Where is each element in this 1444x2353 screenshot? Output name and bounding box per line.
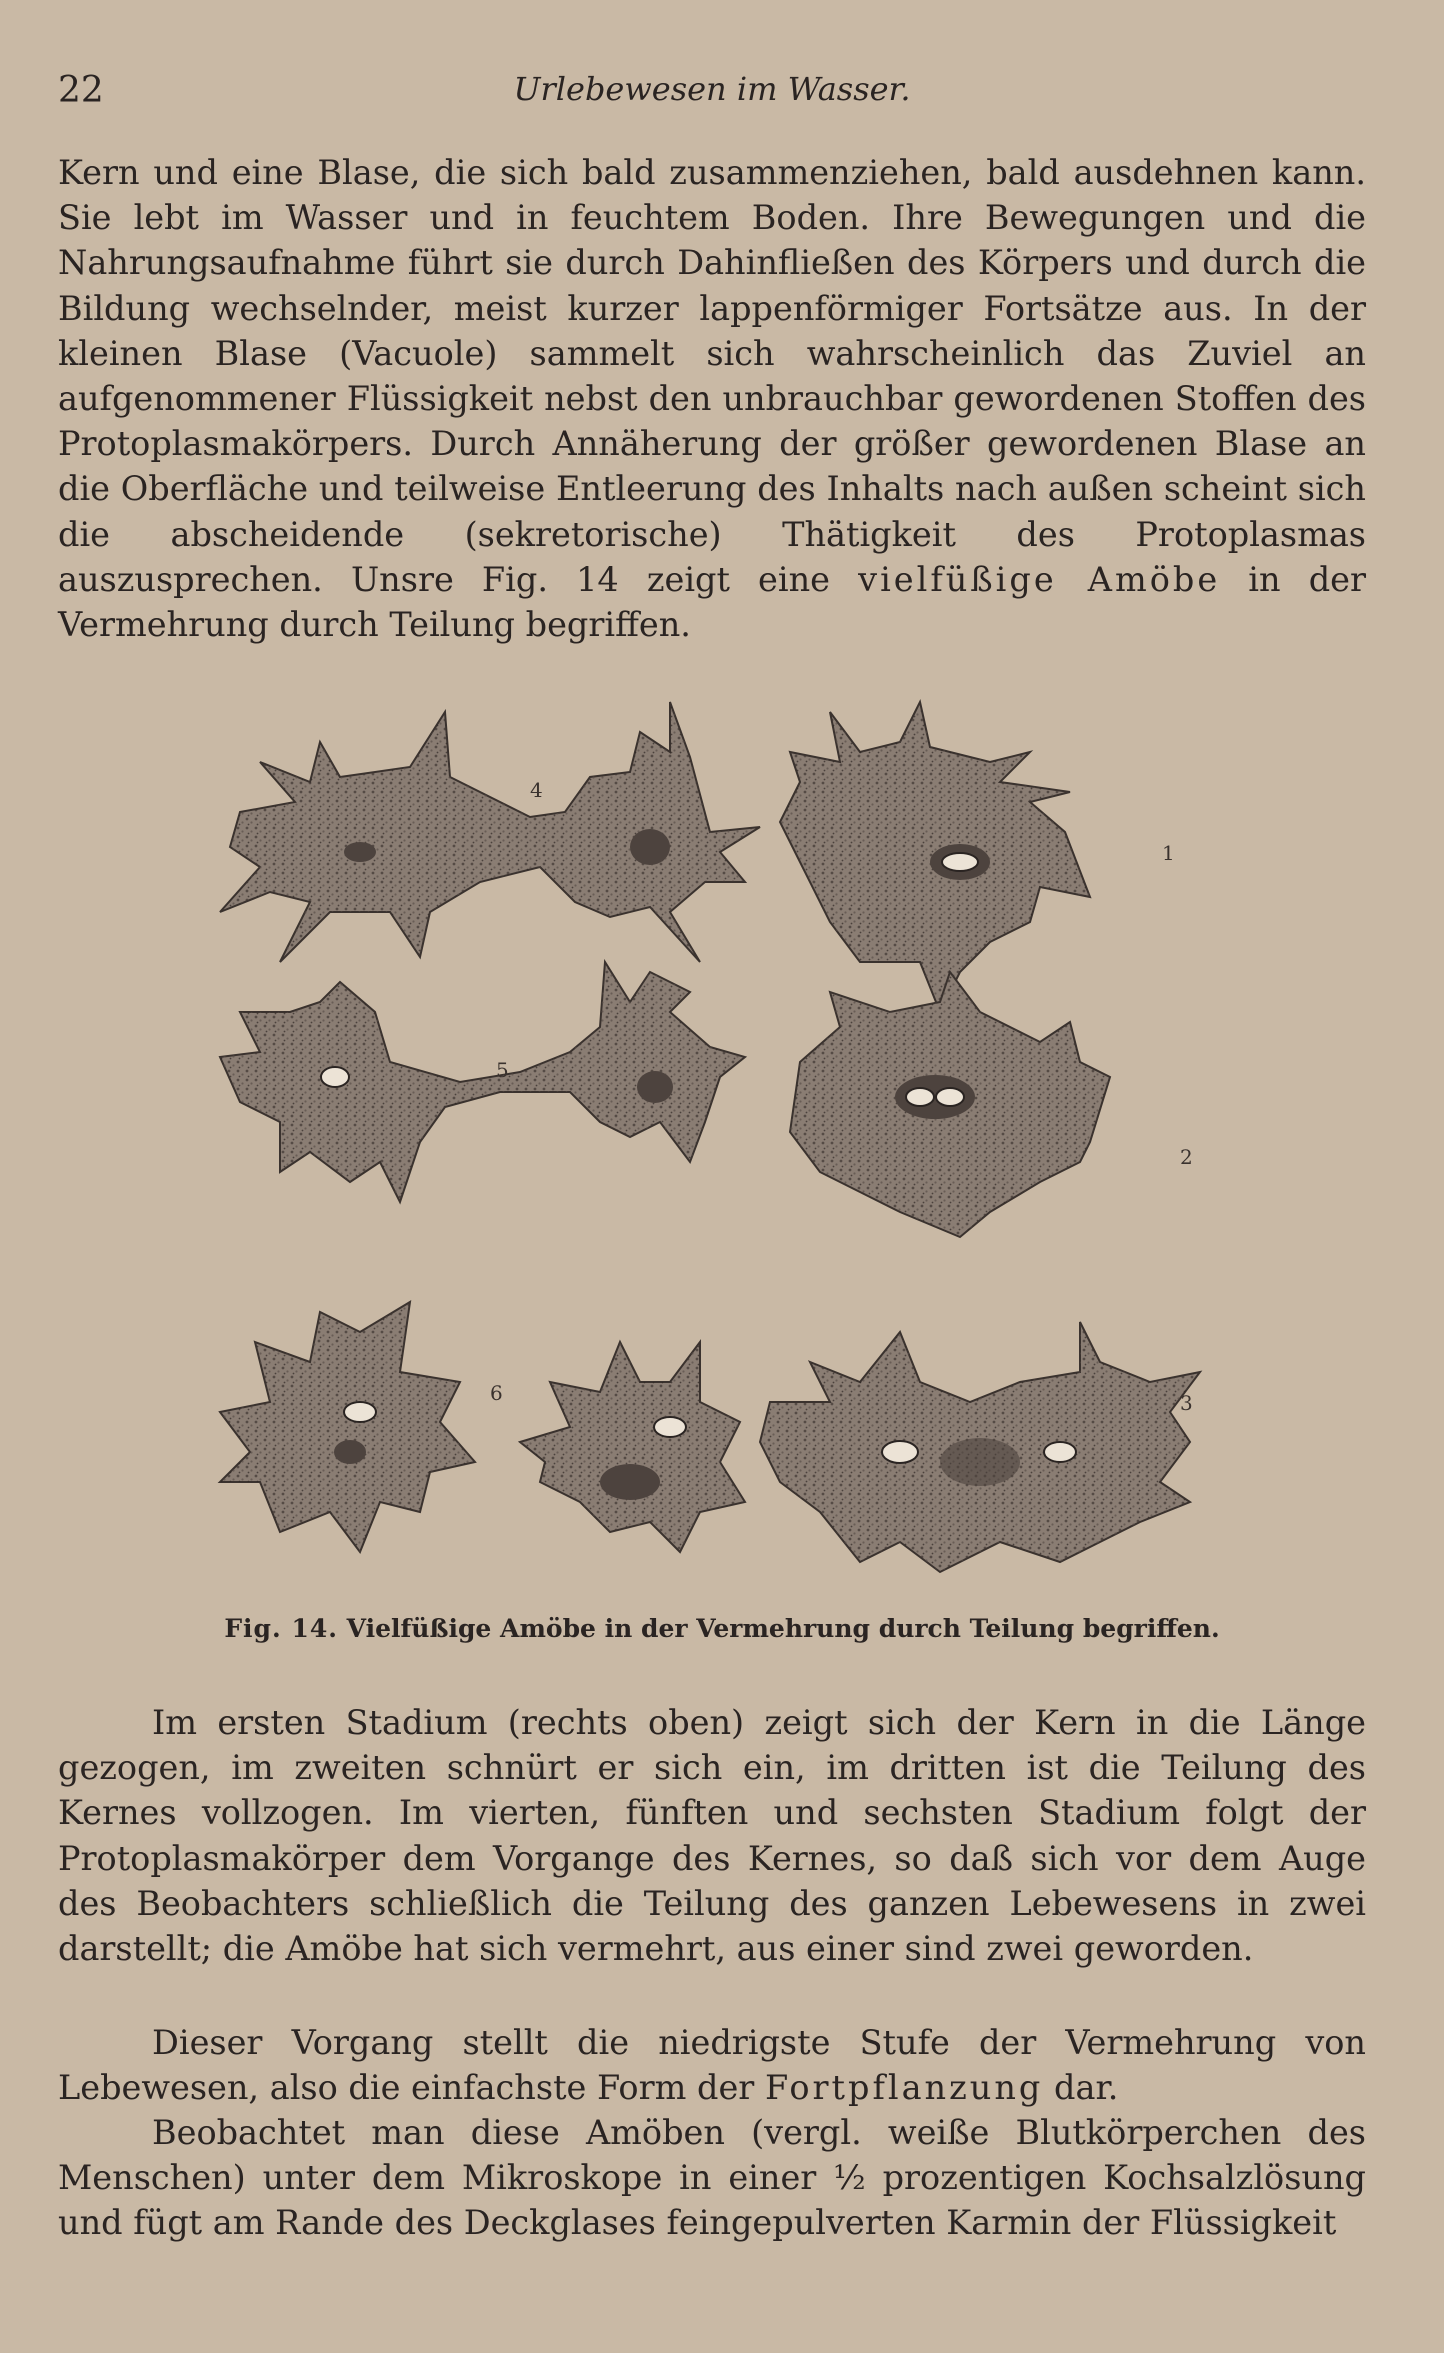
figure-caption-text: Vielfüßige Amöbe in der Vermehrung durch Teilung begriffen. [346, 1614, 1220, 1643]
amoeba-stage-5 [220, 962, 745, 1202]
paragraph-2: Im ersten Stadium (rechts oben) zeigt sich der Kern in die Länge gezogen, im zweiten schnürt er sich ein, im dritten ist die Teilung des Kernes vollzogen. Im vierten, fünften und sechsten Stadium folgt der Protoplasmakörper dem Vorgange des Kernes, so daß sich vor dem Auge des Beobachters schließlich die Teilung des ganzen Lebewesens in zwei darstellt; die Amöbe hat sich vermehrt, aus einer sind zwei geworden. [58, 1703, 1366, 1969]
paragraph-4: Beobachtet man diese Amöben (vergl. weiße Blutkörperchen des Menschen) unter dem Mikroskope in einer ½ prozentigen Kochsalzlösung und fügt am Rande des Deckglases feingepulverten Karmin der Flüssigkeit [58, 2113, 1366, 2243]
figure-caption [0, 1614, 1444, 1643]
figure-caption-label: Fig. 14. [224, 1614, 338, 1643]
page-header [58, 70, 1366, 120]
stage-label-5: 5 [496, 1058, 509, 1082]
stage-label-1: 1 [1162, 841, 1175, 865]
stage-label-4: 4 [530, 778, 543, 802]
stage-label-2: 2 [1180, 1145, 1193, 1169]
paragraph-3-text-a: Dieser Vorgang stellt die niedrigste Stufe der Vermehrung von Lebewesen, also die einfachste Form der [58, 2023, 1366, 2108]
amoeba-stage-3 [760, 1322, 1200, 1572]
stage-label-3: 3 [1180, 1391, 1193, 1415]
paragraph-1-text-b: in der Vermehrung durch Teilung begriffen. [58, 559, 1367, 645]
paragraph-1 [58, 150, 1366, 647]
paragraph-3-text-b: dar. [1043, 2068, 1119, 2108]
paragraph-3-emphasis: Fortpflanzung [764, 2068, 1044, 2108]
paragraph-1-text-a: Kern und eine Blase, die sich bald zusammenziehen, bald ausdehnen kann. Sie lebt im Wasser und in feuchtem Boden. Ihre Bewegungen und die Nahrungsaufnahme führt sie durch Dahinfließen des Körpers und durch die Bildung wechselnder, meist kurzer lappenförmiger Fortsätze aus. In der kleinen Blase (Vacuole) sammelt sich wahrscheinlich das Zuviel an aufgenommener Flüssigkeit nebst den unbrauchbar gewordenen Stoffen des Protoplasmakörpers. Durch Annäherung der größer gewordenen Blase an die Oberfläche und teilweise Entleerung des Inhalts nach außen scheint sich die abscheidende (sekretorische) Thätigkeit des Protoplasmas auszusprechen. Unsre Fig. 14 zeigt eine [58, 153, 1366, 599]
amoeba-stage-2 [790, 972, 1193, 1237]
page-number: 22 [58, 70, 104, 111]
paragraph-1-emphasis: vielfüßige Amöbe [858, 559, 1221, 599]
paragraph-3 [58, 2020, 1366, 2110]
figure-amoeba-division [200, 682, 1240, 1614]
running-title: Urlebewesen im Wasser. [513, 70, 911, 108]
amoeba-stage-4 [220, 702, 760, 962]
stage-label-6: 6 [490, 1381, 503, 1405]
amoeba-stage-6 [220, 1302, 745, 1552]
amoeba-stage-1 [780, 702, 1175, 1012]
